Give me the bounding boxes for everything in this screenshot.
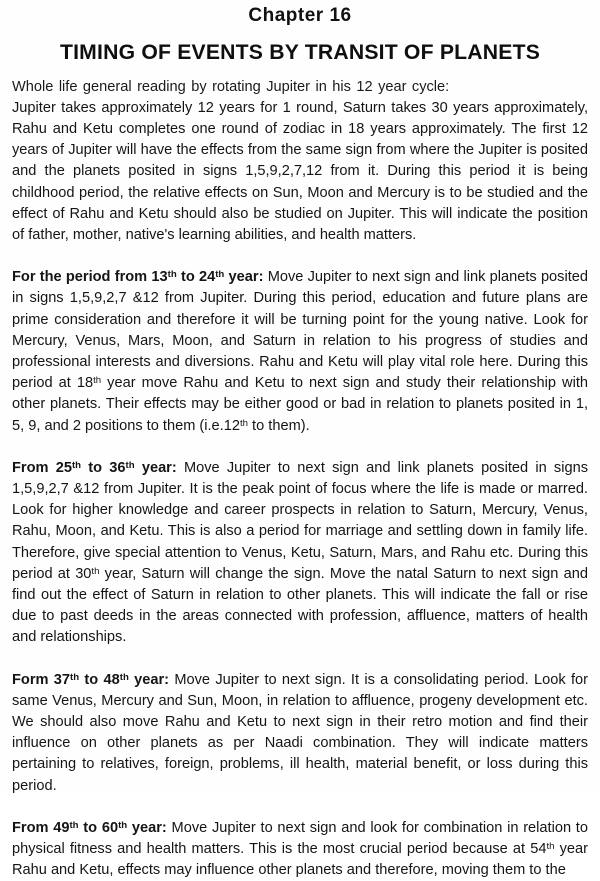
paragraph-text-b: year Rahu and Ketu, effects may influence other planets and therefore, moving them to the xyxy=(12,841,588,878)
run-in-heading-25-36 xyxy=(12,460,177,476)
chapter-label: Chapter 16 xyxy=(0,0,600,25)
superscript-th: th xyxy=(240,418,248,429)
intro-line: Whole life general reading by rotating Jupiter in his 12 year cycle: xyxy=(12,77,588,98)
heading-text-c: year: xyxy=(127,820,167,836)
superscript-th: th xyxy=(118,820,127,831)
superscript-th: th xyxy=(215,269,224,280)
heading-text-c: year: xyxy=(135,460,177,476)
run-in-heading-37-48 xyxy=(12,672,169,688)
superscript-th: th xyxy=(70,672,79,683)
superscript-th: th xyxy=(120,672,129,683)
paragraph-period-25-36 xyxy=(12,458,588,649)
heading-text-a: From 25 xyxy=(12,460,72,476)
paragraph-gap xyxy=(12,246,588,267)
paragraph-gap xyxy=(12,649,588,670)
paragraph-text-a: Move Jupiter to next sign and look for combination in relation to physical fitness and health matters. This is the most crucial period because at 54 xyxy=(12,820,588,857)
superscript-th: th xyxy=(91,566,99,577)
page-title: TIMING OF EVENTS BY TRANSIT OF PLANETS xyxy=(5,25,596,64)
body-column xyxy=(0,77,600,881)
superscript-th: th xyxy=(93,375,101,386)
paragraph-gap xyxy=(12,797,588,818)
title-body-spacer xyxy=(0,64,600,77)
heading-text-b: to 24 xyxy=(177,269,216,285)
intro-paragraph: Jupiter takes approximately 12 years for 1 round, Saturn takes 30 years approximately, Rahu and Ketu completes one round of zodiac in 18 years approximately. The first 12 years of Jupiter will have the effects from the same sign from where the Jupiter is posited and the planets posited in signs 1,5,9,2,7,12 from it. During this period it is being childhood period, the relative effects on Sun, Moon and Mercury is to be studied and the effect of Rahu and Ketu should also be studied on Jupiter. This will indicate the position of father, mother, native's learning abilities, and health matters. xyxy=(12,98,588,246)
superscript-th: th xyxy=(168,269,177,280)
heading-text-a: For the period from 13 xyxy=(12,269,168,285)
paragraph-text-a: Move Jupiter to next sign. It is a consolidating period. Look for same Venus, Mercury and Sun, Moon, in relation to affluence, progeny development etc. We should also move Rahu and Ketu to next sign in their retro motion and find their influence on other planets as per Naadi combination. They will indicate matters pertaining to relatives, foreign, problems, ill health, material benefit, or loss during this period. xyxy=(12,672,588,794)
paragraph-period-49-60 xyxy=(12,818,588,881)
superscript-th: th xyxy=(72,460,81,471)
run-in-heading-13-24 xyxy=(12,269,263,285)
heading-text-b: to 60 xyxy=(79,820,119,836)
heading-text-c: year: xyxy=(129,672,169,688)
heading-text-b: to 36 xyxy=(81,460,125,476)
paragraph-text-b: year, Saturn will change the sign. Move the natal Saturn to next sign and find out the effect of Saturn in relation to other planets. This will indicate the fall or rise due to past deeds in the areas connected with profession, affluence, matters of health and relationships. xyxy=(12,566,588,646)
heading-text-a: From 49 xyxy=(12,820,69,836)
heading-text-c: year: xyxy=(224,269,263,285)
paragraph-period-13-24 xyxy=(12,267,588,437)
paragraph-period-37-48 xyxy=(12,670,588,797)
paragraph-gap xyxy=(12,437,588,458)
heading-text-b: to 48 xyxy=(79,672,120,688)
superscript-th: th xyxy=(69,820,78,831)
paragraph-text-c: to them). xyxy=(248,418,310,434)
paragraph-text-b: year move Rahu and Ketu to next sign and study their relationship with other planets. Their effects may be either good or bad in relation to planets posited in 1, 5, 9, and 2 positions to them (i.e.12 xyxy=(12,375,588,433)
run-in-heading-49-60 xyxy=(12,820,167,836)
paragraph-text-a: Move Jupiter to next sign and link planets posited in signs 1,5,9,2,7 &12 from Jupiter. It is the peak point of focus where the life is made or marred. Look for higher knowledge and career prospects in relation to Saturn, Mercury, Venus, Rahu, Moon, and Ketu. This is also a period for marriage and settling down in family life. Therefore, give special attention to Venus, Ketu, Saturn, Mars, and Rahu etc. During this period at 30 xyxy=(12,460,588,582)
superscript-th: th xyxy=(126,460,135,471)
heading-text-a: Form 37 xyxy=(12,672,70,688)
paragraph-text-a: Move Jupiter to next sign and link planets posited in signs 1,5,9,2,7 &12 from Jupiter. During this period, education and future plans are prime consideration and therefore it will be turning point for the young native. Look for Mercury, Venus, Mars, Moon, and Saturn in relation to his progress of studies and professional interests and diversions. Rahu and Ketu will play vital role here. During this period at 18 xyxy=(12,269,588,391)
superscript-th: th xyxy=(546,841,554,852)
